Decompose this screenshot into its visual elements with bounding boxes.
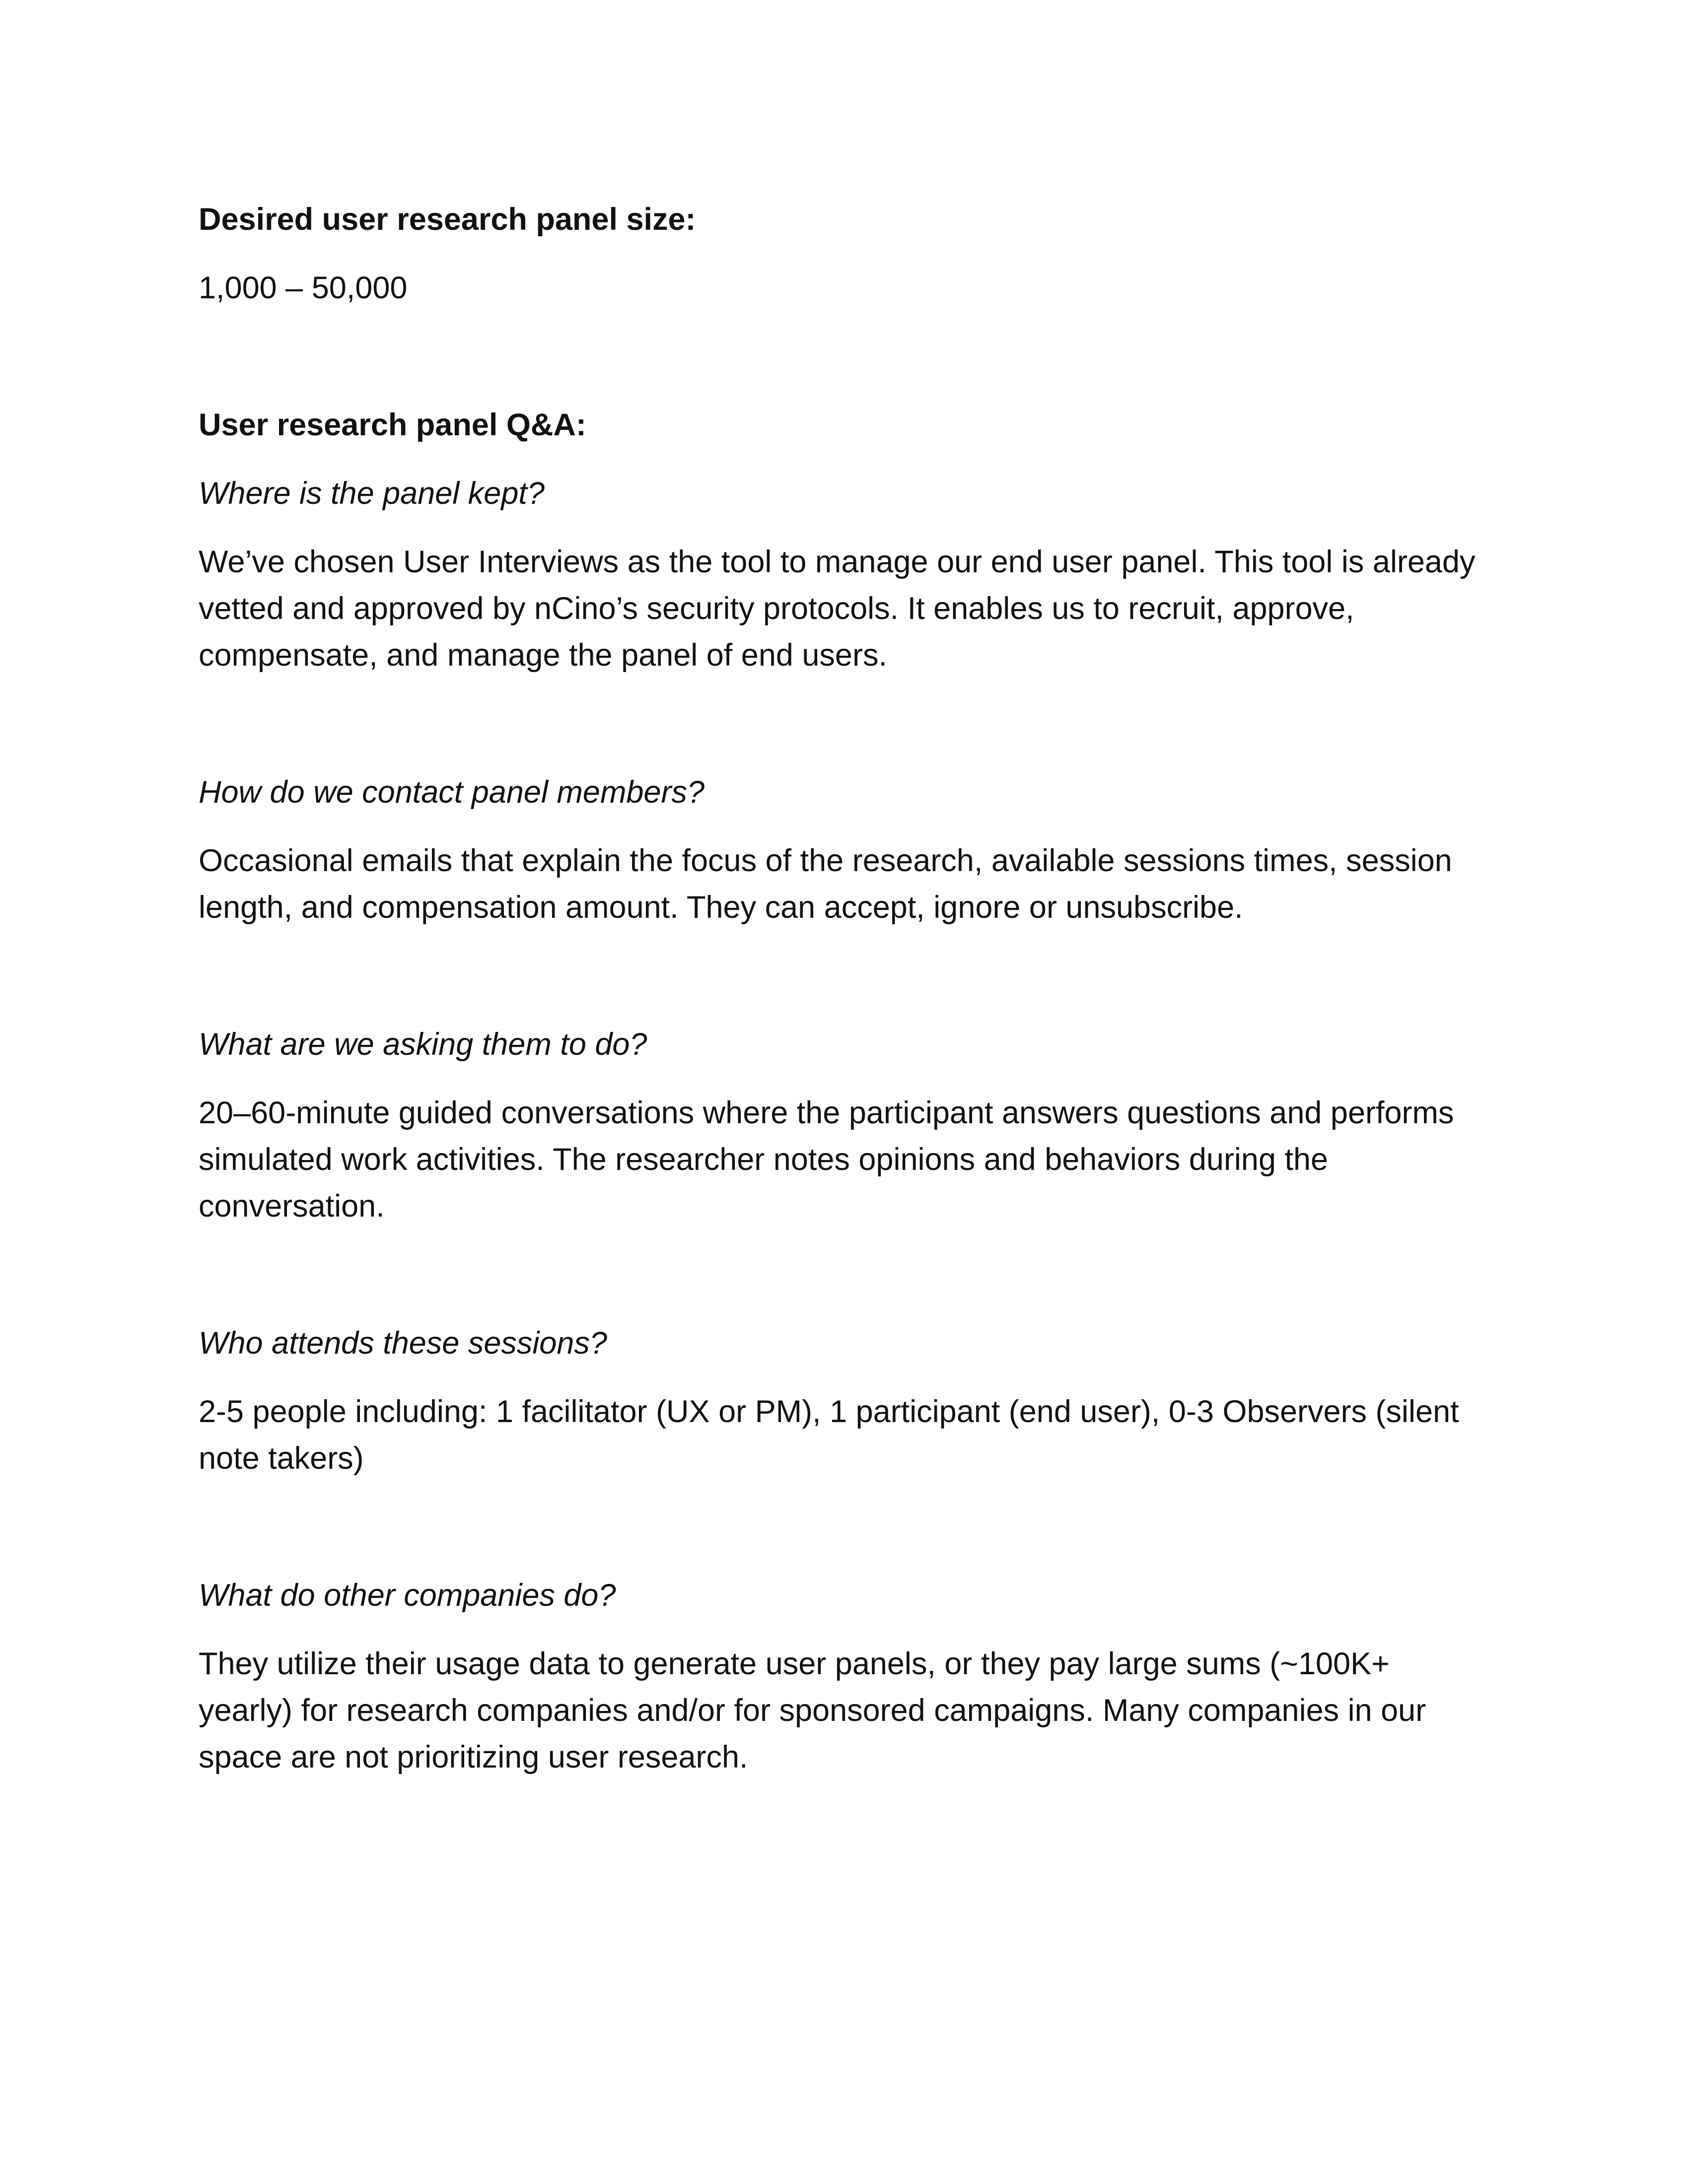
question-attendees: Who attends these sessions?	[199, 1326, 607, 1361]
answer-contact-members: Occasional emails that explain the focus of the research, available sessions times, session length, and compensation amount. They can accept, ignore or unsubscribe.	[199, 843, 1452, 925]
document-content	[199, 196, 1489, 1780]
answer-other-companies: They utilize their usage data to generate user panels, or they pay large sums (~100K+ yearly) for research companies and/or for sponsored campaigns. Many companies in our space are not prioritizing user research.	[199, 1646, 1426, 1774]
answer-panel-location: We’ve chosen User Interviews as the tool to manage our end user panel. This tool is already vetted and approved by nCino’s security protocols. It enables us to recruit, approve, compensate, and manage the panel of end users.	[199, 545, 1476, 673]
panel-size-value: 1,000 – 50,000	[199, 271, 408, 305]
answer-asking-them: 20–60-minute guided conversations where the participant answers questions and performs simulated work activities. The researcher notes opinions and behaviors during the conversation.	[199, 1095, 1454, 1224]
question-contact-members: How do we contact panel members?	[199, 775, 705, 810]
question-other-companies: What do other companies do?	[199, 1578, 616, 1613]
qa-heading: User research panel Q&A:	[199, 408, 586, 442]
answer-attendees: 2-5 people including: 1 facilitator (UX or PM), 1 participant (end user), 0-3 Observers (silent note takers)	[199, 1394, 1459, 1476]
question-asking-them: What are we asking them to do?	[199, 1027, 647, 1062]
panel-size-heading: Desired user research panel size:	[199, 202, 696, 237]
question-panel-location: Where is the panel kept?	[199, 476, 545, 511]
